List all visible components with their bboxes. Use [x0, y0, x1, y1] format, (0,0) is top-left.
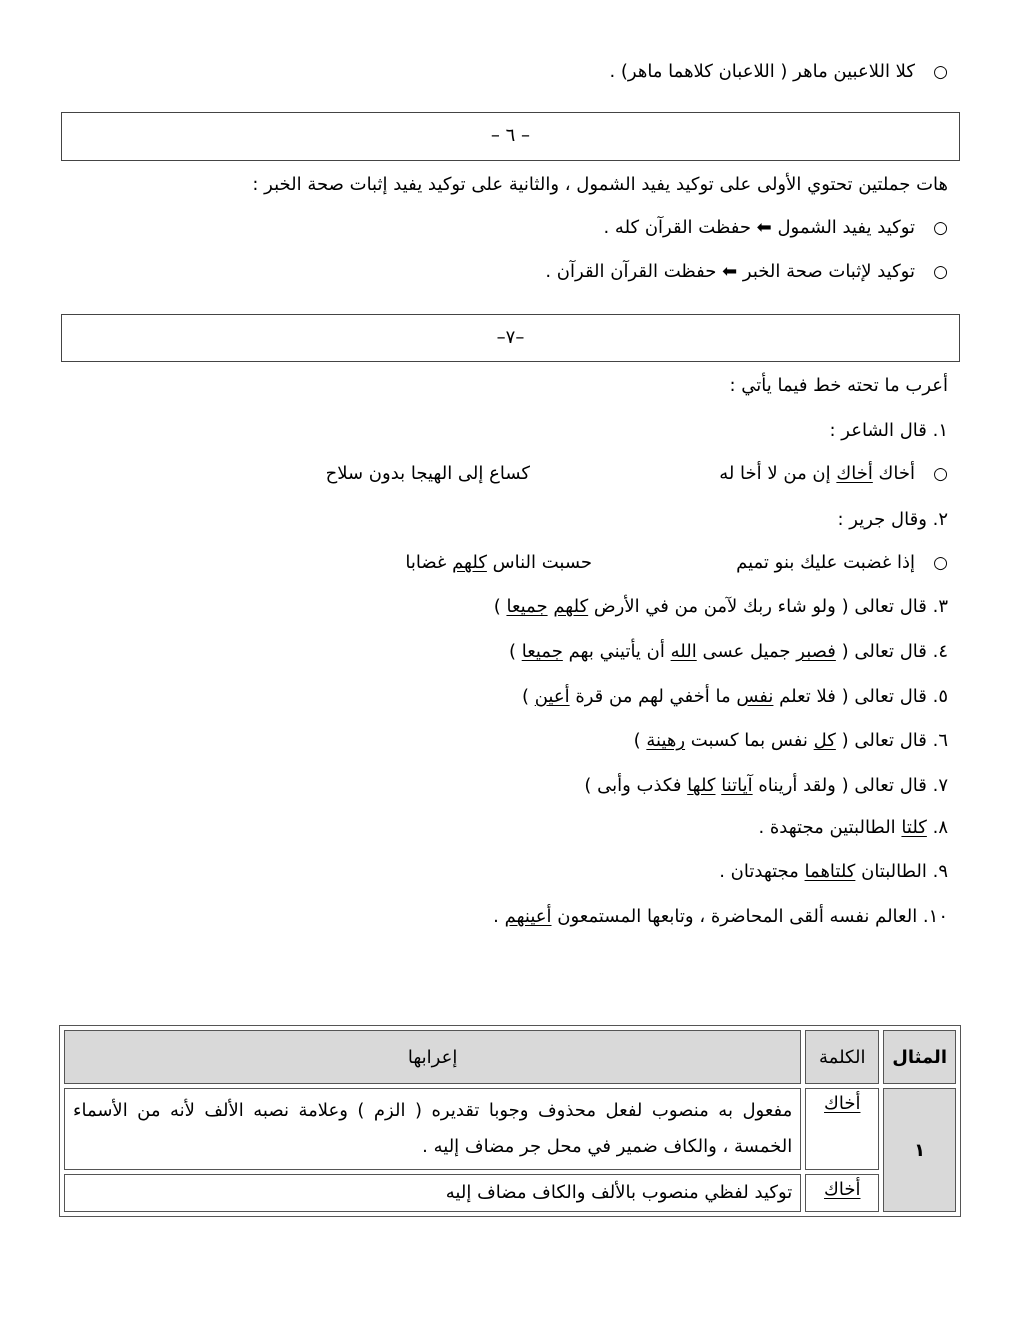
text-segment: )	[493, 596, 507, 617]
line-text	[584, 775, 948, 796]
verse-second-half	[326, 461, 530, 487]
text-segment: )	[633, 730, 647, 751]
text-segment: ٣. قال تعالى ( ولو شاء ربك لآمن من في الأرض	[588, 596, 948, 617]
numbered-item	[719, 859, 948, 885]
item-intro	[838, 507, 948, 533]
text-segment: أعرب ما تحته خط فيما يأتي :	[729, 375, 948, 396]
numbered-item	[494, 594, 948, 620]
text-segment: ٩. الطالبتان	[855, 861, 948, 882]
question-prompt	[252, 172, 948, 198]
line-text	[830, 420, 949, 441]
header-parsing: إعرابها	[64, 1030, 801, 1084]
line-text	[545, 261, 915, 282]
text-segment: فكذب وأبى )	[584, 775, 688, 796]
answer-line	[603, 215, 948, 241]
numbered-item	[758, 815, 948, 841]
line-text	[719, 861, 948, 882]
underlined-word: كل	[813, 730, 836, 751]
section-label: –٧–	[496, 327, 525, 348]
bullet-line	[609, 59, 948, 85]
underlined-word: كلهم	[452, 552, 487, 573]
word-cell: أخاك	[805, 1088, 879, 1170]
text-segment: ٤. قال تعالى (	[835, 641, 948, 662]
numbered-item	[509, 639, 948, 665]
text-segment: ما أخفي لهم من قرة	[569, 686, 737, 707]
table-row	[64, 1088, 956, 1170]
text-segment: .	[493, 906, 505, 927]
numbered-item	[584, 773, 948, 799]
bullet-icon: ○	[933, 262, 948, 282]
parsing-cell: مفعول به منصوب لفعل محذوف وجوبا تقديره ( الزم ) وعلامة نصبه الألف لأنه من الأسماء الخمسة ، والكاف ضمير في محل جر مضاف إليه .	[64, 1088, 801, 1170]
bullet-icon: ○	[933, 464, 948, 484]
header-example: المثال	[883, 1030, 956, 1084]
answer-table	[59, 1025, 961, 1217]
line-text	[609, 61, 915, 82]
text-segment: جميل عسى	[696, 641, 797, 662]
line-text	[719, 463, 915, 484]
line-text	[509, 641, 948, 662]
text-segment: كساع إلى الهيجا بدون سلاح	[325, 463, 530, 484]
question-prompt	[730, 373, 949, 399]
text-segment: الطالبتين مجتهدة .	[758, 817, 902, 838]
item-intro	[830, 418, 949, 444]
text-segment: ٦. قال تعالى (	[835, 730, 948, 751]
line-text	[252, 174, 948, 195]
text-segment: أخاك	[872, 463, 915, 484]
text-segment: ١. قال الشاعر :	[829, 420, 948, 441]
text-segment: ٧. قال تعالى ( ولقد أريناه	[752, 775, 948, 796]
underlined-word: أخاك	[836, 463, 873, 484]
text-segment: ٥. قال تعالى ( فلا تعلم	[773, 686, 948, 707]
text-segment: هات جملتين تحتوي الأولى على توكيد يفيد الشمول ، والثانية على توكيد يفيد إثبات صحة الخبر :	[252, 174, 948, 195]
line-text	[758, 817, 948, 838]
text-segment: إن من لا أخا له	[719, 463, 837, 484]
word-cell: أخاك	[805, 1174, 879, 1212]
text-segment: حسبت الناس	[486, 552, 592, 573]
text-segment: نفس بما كسبت	[685, 730, 814, 751]
section-label: – ٦ –	[490, 125, 531, 146]
line-text	[730, 375, 949, 396]
underlined-word: نفس	[736, 686, 774, 707]
text-segment: )	[508, 641, 522, 662]
text-segment: ٢. وقال جرير :	[837, 509, 948, 530]
underlined-word: رهينة	[646, 730, 686, 751]
underlined-word: كلتا	[901, 817, 927, 838]
line-text	[634, 730, 948, 751]
line-text	[493, 906, 948, 927]
line-text	[603, 217, 915, 238]
line-text	[405, 552, 592, 573]
bullet-icon: ○	[933, 218, 948, 238]
text-segment: غضابا	[405, 552, 453, 573]
numbered-item	[634, 728, 948, 754]
line-text	[838, 509, 948, 530]
text-segment: ٨.	[926, 817, 948, 838]
underlined-word: فصبر	[796, 641, 836, 662]
underlined-word: أعين	[534, 686, 570, 707]
underlined-word: جميعا	[521, 641, 563, 662]
text-segment: إذا غضبت عليك بنو تميم	[736, 552, 915, 573]
bullet-icon: ○	[933, 62, 948, 82]
underlined-word: آياتنا	[721, 775, 753, 796]
line-text	[494, 596, 948, 617]
text-segment: توكيد لإثبات صحة الخبر ⬅ حفظت القرآن القرآن .	[545, 261, 915, 282]
answer-line	[545, 259, 948, 285]
line-text	[522, 686, 948, 707]
table-header-row	[64, 1030, 956, 1084]
text-segment: كلا اللاعبين ماهر ( اللاعبان كلاهما ماهر) .	[609, 61, 915, 82]
numbered-item	[522, 684, 948, 710]
example-number: ١	[883, 1088, 956, 1212]
table-row	[64, 1174, 956, 1212]
underlined-word: الله	[670, 641, 697, 662]
text-segment: ١٠. العالم نفسه ألقى المحاضرة ، وتابعها المستمعون	[551, 906, 948, 927]
underlined-word: أعينهم	[504, 906, 552, 927]
line-text	[736, 552, 915, 573]
section-6-header	[61, 112, 960, 161]
line-text	[326, 463, 530, 484]
bullet-icon: ○	[933, 553, 948, 573]
numbered-item	[493, 904, 948, 930]
parsing-cell: توكيد لفظي منصوب بالألف والكاف مضاف إليه	[64, 1174, 801, 1212]
underlined-word: كلتاهما	[804, 861, 856, 882]
underlined-word: كلها	[687, 775, 716, 796]
underlined-word: جميعا	[506, 596, 548, 617]
text-segment: توكيد يفيد الشمول ⬅ حفظت القرآن كله .	[603, 217, 915, 238]
header-word: الكلمة	[805, 1030, 879, 1084]
verse-first-half	[736, 550, 948, 576]
verse-first-half	[719, 461, 948, 487]
text-segment: أن يأتيني بهم	[562, 641, 671, 662]
verse-second-half	[405, 550, 592, 576]
text-segment: )	[521, 686, 535, 707]
underlined-word: كلهم	[553, 596, 589, 617]
text-segment: مجتهدتان .	[719, 861, 805, 882]
section-7-header	[61, 314, 960, 362]
